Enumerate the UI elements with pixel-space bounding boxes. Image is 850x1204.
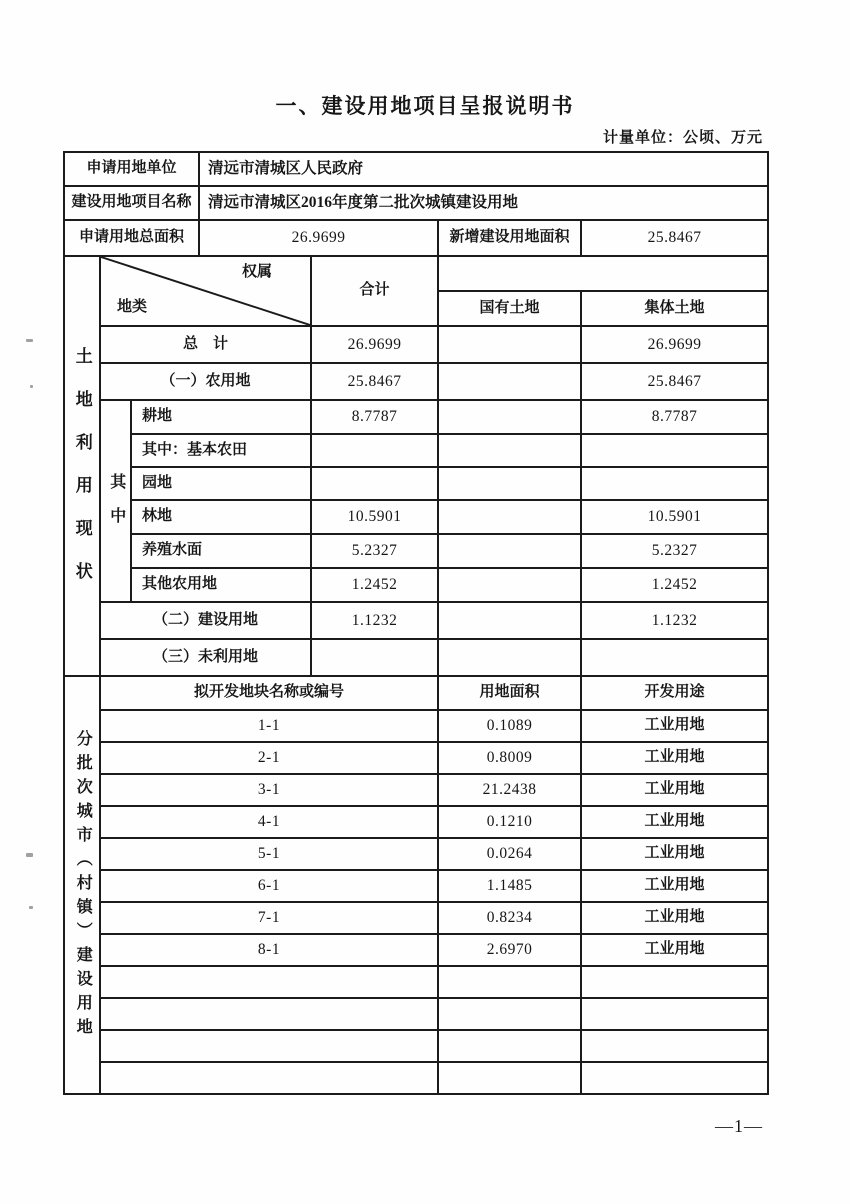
cell-parcel-purpose: 工业用地 [581,902,768,934]
cell-state [438,400,581,434]
development-table [63,675,769,1095]
cell-parcel-area: 1.1485 [438,870,581,902]
cell-category: 养殖水面 [131,534,311,568]
cell-parcel-name: 8-1 [100,934,438,966]
land-use-row [64,363,768,400]
cell-collective: 8.7787 [581,400,768,434]
col-header-total: 合计 [311,256,438,326]
cell-parcel-name [100,1062,438,1094]
cell-parcel-name: 6-1 [100,870,438,902]
total-area-value: 26.9699 [199,220,438,256]
cell-total: 1.1232 [311,602,438,639]
cell-parcel-area: 21.2438 [438,774,581,806]
cell-total [311,639,438,676]
land-use-row [64,568,768,602]
diagonal-header-cell [100,256,311,326]
cell-parcel-area [438,966,581,998]
land-use-row [64,500,768,534]
land-use-row [64,602,768,639]
cell-parcel-purpose: 工业用地 [581,934,768,966]
page-number: —1— [715,1116,763,1136]
cell-parcel-area [438,1030,581,1062]
cell-category: 其他农用地 [131,568,311,602]
parcel-row [64,902,768,934]
cell-parcel-name: 4-1 [100,806,438,838]
cell-state [438,326,581,363]
land-use-section-label: 土地利用现状 [72,347,92,606]
development-section-label: 分批次城市（村镇）建设用地 [74,730,92,1043]
cell-total: 25.8467 [311,363,438,400]
cell-collective: 5.2327 [581,534,768,568]
corner-owner-label: 权属 [241,264,272,280]
cell-parcel-name [100,966,438,998]
cell-parcel-purpose: 工业用地 [581,774,768,806]
land-use-section-label-cell [64,256,100,676]
cell-category: 林地 [131,500,311,534]
cell-state [438,363,581,400]
cell-collective: 1.2452 [581,568,768,602]
cell-parcel-purpose: 工业用地 [581,742,768,774]
cell-parcel-purpose: 工业用地 [581,838,768,870]
cell-parcel-purpose [581,966,768,998]
cell-collective [581,639,768,676]
col-header-parcel-name: 拟开发地块名称或编号 [100,676,438,710]
parcel-row [64,1030,768,1062]
development-section-label-cell [64,676,100,1094]
col-header-collective-land: 集体土地 [581,291,768,326]
col-header-state-land: 国有土地 [438,291,581,326]
cell-collective: 10.5901 [581,500,768,534]
cell-state [438,434,581,467]
cell-category: 总 计 [100,326,311,363]
cell-collective: 26.9699 [581,326,768,363]
parcel-row [64,774,768,806]
cell-parcel-name: 5-1 [100,838,438,870]
subgroup-label: 其中 [107,473,125,542]
cell-parcel-purpose: 工业用地 [581,806,768,838]
col-header-area: 用地面积 [438,676,581,710]
summary-table [63,151,769,257]
parcel-row [64,870,768,902]
scan-artifact [26,339,33,342]
cell-parcel-area [438,1062,581,1094]
land-use-row [64,467,768,500]
cell-parcel-area: 2.6970 [438,934,581,966]
scan-artifact [29,906,33,909]
table-row [64,676,768,710]
page-title: 一、建设用地项目呈报说明书 [275,94,575,118]
cell-parcel-purpose: 工业用地 [581,710,768,742]
cell-parcel-purpose [581,1030,768,1062]
parcel-row [64,838,768,870]
cell-parcel-name: 7-1 [100,902,438,934]
applicant-unit-label: 申请用地单位 [64,152,199,186]
parcel-row [64,966,768,998]
cell-collective [581,467,768,500]
cell-parcel-purpose [581,998,768,1030]
cell-parcel-area [438,998,581,1030]
cell-category: 其中：基本农田 [131,434,311,467]
cell-total: 10.5901 [311,500,438,534]
parcel-row [64,806,768,838]
cell-parcel-area: 0.8234 [438,902,581,934]
col-header-purpose: 开发用途 [581,676,768,710]
land-use-table [63,255,769,677]
parcel-row [64,1062,768,1094]
table-row [64,256,768,291]
corner-type-label: 地类 [117,298,148,315]
cell-parcel-name: 2-1 [100,742,438,774]
parcel-row [64,998,768,1030]
cell-parcel-area: 0.1089 [438,710,581,742]
new-construction-area-value: 25.8467 [581,220,768,256]
cell-collective: 25.8467 [581,363,768,400]
cell-category: （二）建设用地 [100,602,311,639]
land-use-row [64,400,768,434]
applicant-unit-value: 清远市清城区人民政府 [199,152,768,186]
cell-category: 耕地 [131,400,311,434]
land-use-row [64,326,768,363]
cell-parcel-area: 0.1210 [438,806,581,838]
cell-collective: 1.1232 [581,602,768,639]
cell-category: 园地 [131,467,311,500]
measurement-unit-note: 计量单位：公顷、万元 [602,130,763,146]
cell-parcel-purpose [581,1062,768,1094]
table-row [64,152,768,186]
cell-total [311,467,438,500]
cell-parcel-name [100,1030,438,1062]
cell-category: （一）农用地 [100,363,311,400]
land-use-row [64,639,768,676]
cell-total [311,434,438,467]
new-construction-area-label: 新增建设用地面积 [438,220,581,256]
cell-parcel-area: 0.0264 [438,838,581,870]
cell-state [438,500,581,534]
cell-total: 5.2327 [311,534,438,568]
cell-state [438,602,581,639]
cell-state [438,534,581,568]
parcel-row [64,710,768,742]
project-name-value: 清远市清城区2016年度第二批次城镇建设用地 [199,186,768,220]
cell-total: 1.2452 [311,568,438,602]
cell-total: 26.9699 [311,326,438,363]
ownership-header-blank-cell [438,256,768,291]
cell-state [438,467,581,500]
cell-parcel-name [100,998,438,1030]
table-row [64,220,768,256]
cell-collective [581,434,768,467]
report-form [63,151,767,1095]
table-row [64,186,768,220]
cell-state [438,568,581,602]
project-name-label: 建设用地项目名称 [64,186,199,220]
scan-artifact [30,385,33,388]
cell-state [438,639,581,676]
scan-artifact [26,853,33,857]
cell-parcel-purpose: 工业用地 [581,870,768,902]
parcel-row [64,742,768,774]
land-use-row [64,434,768,467]
cell-parcel-name: 1-1 [100,710,438,742]
subgroup-label-cell [100,400,131,602]
parcel-row [64,934,768,966]
cell-category: （三）未利用地 [100,639,311,676]
total-area-label: 申请用地总面积 [64,220,199,256]
cell-parcel-area: 0.8009 [438,742,581,774]
cell-parcel-name: 3-1 [100,774,438,806]
land-use-row [64,534,768,568]
cell-total: 8.7787 [311,400,438,434]
